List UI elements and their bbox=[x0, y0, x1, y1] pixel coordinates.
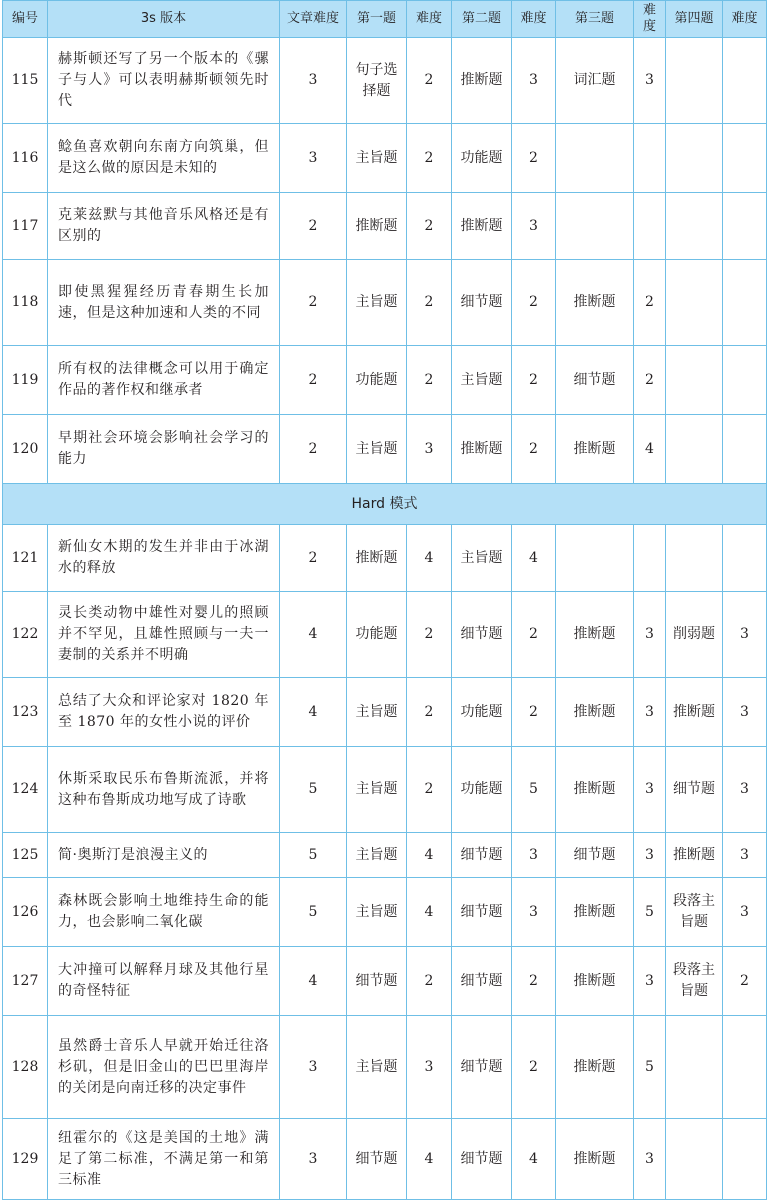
cell-q3: 推断题 bbox=[556, 878, 634, 947]
cell-d1: 3 bbox=[407, 1016, 452, 1119]
cell-q4 bbox=[666, 346, 723, 415]
cell-d2: 5 bbox=[512, 747, 556, 833]
cell-q3: 推断题 bbox=[556, 260, 634, 346]
cell-d1: 4 bbox=[407, 833, 452, 878]
cell-d1: 3 bbox=[407, 415, 452, 484]
cell-d2: 2 bbox=[512, 592, 556, 678]
cell-d3: 3 bbox=[634, 38, 666, 124]
cell-q1: 细节题 bbox=[347, 1119, 407, 1200]
cell-difficulty: 4 bbox=[280, 947, 347, 1016]
cell-d3 bbox=[634, 193, 666, 260]
cell-title: 赫斯顿还写了另一个版本的《骡子与人》可以表明赫斯顿领先时代 bbox=[48, 38, 280, 124]
cell-d2: 3 bbox=[512, 878, 556, 947]
table-row bbox=[3, 415, 767, 484]
cell-q1: 主旨题 bbox=[347, 747, 407, 833]
cell-d4 bbox=[723, 525, 767, 592]
cell-q1: 句子选择题 bbox=[347, 38, 407, 124]
cell-q3: 推断题 bbox=[556, 415, 634, 484]
cell-q1: 主旨题 bbox=[347, 878, 407, 947]
cell-q3: 推断题 bbox=[556, 1119, 634, 1200]
cell-q4 bbox=[666, 1016, 723, 1119]
cell-d3: 4 bbox=[634, 415, 666, 484]
cell-q1: 细节题 bbox=[347, 947, 407, 1016]
cell-d3: 3 bbox=[634, 747, 666, 833]
cell-q2: 细节题 bbox=[452, 1016, 512, 1119]
cell-id: 125 bbox=[3, 833, 48, 878]
cell-title: 森林既会影响土地维持生命的能力，也会影响二氧化碳 bbox=[48, 878, 280, 947]
cell-q4 bbox=[666, 525, 723, 592]
cell-d1: 4 bbox=[407, 878, 452, 947]
cell-difficulty: 2 bbox=[280, 260, 347, 346]
cell-d2: 2 bbox=[512, 947, 556, 1016]
cell-difficulty: 3 bbox=[280, 1016, 347, 1119]
table-row bbox=[3, 592, 767, 678]
cell-q2: 细节题 bbox=[452, 878, 512, 947]
cell-q2: 细节题 bbox=[452, 947, 512, 1016]
cell-d4: 3 bbox=[723, 747, 767, 833]
cell-id: 118 bbox=[3, 260, 48, 346]
cell-q1: 主旨题 bbox=[347, 678, 407, 747]
table-row bbox=[3, 833, 767, 878]
cell-d2: 2 bbox=[512, 415, 556, 484]
cell-d1: 2 bbox=[407, 193, 452, 260]
cell-q3: 细节题 bbox=[556, 346, 634, 415]
cell-d3 bbox=[634, 124, 666, 193]
cell-q4 bbox=[666, 260, 723, 346]
cell-q2: 细节题 bbox=[452, 592, 512, 678]
cell-q4: 削弱题 bbox=[666, 592, 723, 678]
cell-id: 127 bbox=[3, 947, 48, 1016]
cell-difficulty: 3 bbox=[280, 1119, 347, 1200]
cell-d2: 2 bbox=[512, 1016, 556, 1119]
cell-q1: 推断题 bbox=[347, 525, 407, 592]
cell-q1: 主旨题 bbox=[347, 1016, 407, 1119]
header-row bbox=[3, 1, 767, 38]
cell-d2: 3 bbox=[512, 38, 556, 124]
cell-q3 bbox=[556, 525, 634, 592]
cell-title: 新仙女木期的发生并非由于冰湖水的释放 bbox=[48, 525, 280, 592]
cell-d3: 2 bbox=[634, 346, 666, 415]
cell-d3: 5 bbox=[634, 878, 666, 947]
cell-q2: 推断题 bbox=[452, 193, 512, 260]
header-q3: 第三题 bbox=[556, 1, 634, 38]
cell-q1: 主旨题 bbox=[347, 833, 407, 878]
question-table bbox=[2, 0, 767, 1200]
cell-id: 129 bbox=[3, 1119, 48, 1200]
cell-title: 早期社会环境会影响社会学习的能力 bbox=[48, 415, 280, 484]
cell-q4: 推断题 bbox=[666, 833, 723, 878]
cell-title: 总结了大众和评论家对 1820 年至 1870 年的女性小说的评价 bbox=[48, 678, 280, 747]
cell-d4: 2 bbox=[723, 947, 767, 1016]
cell-d1: 4 bbox=[407, 525, 452, 592]
cell-d4 bbox=[723, 346, 767, 415]
cell-d3: 3 bbox=[634, 947, 666, 1016]
cell-d3: 3 bbox=[634, 1119, 666, 1200]
cell-d4 bbox=[723, 415, 767, 484]
cell-q1: 推断题 bbox=[347, 193, 407, 260]
cell-q4: 推断题 bbox=[666, 678, 723, 747]
cell-id: 124 bbox=[3, 747, 48, 833]
cell-d2: 3 bbox=[512, 193, 556, 260]
cell-d4 bbox=[723, 1016, 767, 1119]
table-row bbox=[3, 260, 767, 346]
cell-d2: 2 bbox=[512, 346, 556, 415]
cell-difficulty: 2 bbox=[280, 193, 347, 260]
cell-id: 121 bbox=[3, 525, 48, 592]
cell-d1: 2 bbox=[407, 747, 452, 833]
cell-q3 bbox=[556, 193, 634, 260]
table-row bbox=[3, 1016, 767, 1119]
cell-q4 bbox=[666, 124, 723, 193]
cell-d1: 2 bbox=[407, 124, 452, 193]
cell-d4: 3 bbox=[723, 678, 767, 747]
cell-q3: 词汇题 bbox=[556, 38, 634, 124]
header-q2: 第二题 bbox=[452, 1, 512, 38]
section-label: Hard 模式 bbox=[3, 484, 767, 525]
cell-difficulty: 2 bbox=[280, 415, 347, 484]
cell-id: 117 bbox=[3, 193, 48, 260]
header-q1: 第一题 bbox=[347, 1, 407, 38]
table-row bbox=[3, 1119, 767, 1200]
table-row bbox=[3, 878, 767, 947]
cell-q2: 细节题 bbox=[452, 260, 512, 346]
cell-d2: 2 bbox=[512, 260, 556, 346]
cell-d1: 2 bbox=[407, 38, 452, 124]
cell-q1: 功能题 bbox=[347, 346, 407, 415]
header-d1: 难度 bbox=[407, 1, 452, 38]
cell-difficulty: 5 bbox=[280, 878, 347, 947]
cell-d4: 3 bbox=[723, 878, 767, 947]
cell-d2: 2 bbox=[512, 124, 556, 193]
cell-q4 bbox=[666, 38, 723, 124]
cell-q4 bbox=[666, 193, 723, 260]
cell-q3 bbox=[556, 124, 634, 193]
cell-title: 休斯采取民乐布鲁斯流派，并将这种布鲁斯成功地写成了诗歌 bbox=[48, 747, 280, 833]
cell-q3: 推断题 bbox=[556, 1016, 634, 1119]
cell-d1: 2 bbox=[407, 260, 452, 346]
cell-d4: 3 bbox=[723, 592, 767, 678]
cell-d2: 2 bbox=[512, 678, 556, 747]
cell-d2: 3 bbox=[512, 833, 556, 878]
table-row bbox=[3, 38, 767, 124]
cell-d2: 4 bbox=[512, 525, 556, 592]
cell-d1: 2 bbox=[407, 947, 452, 1016]
cell-d2: 4 bbox=[512, 1119, 556, 1200]
cell-q3: 推断题 bbox=[556, 947, 634, 1016]
cell-difficulty: 4 bbox=[280, 678, 347, 747]
cell-d3: 2 bbox=[634, 260, 666, 346]
cell-d1: 2 bbox=[407, 346, 452, 415]
cell-q2: 功能题 bbox=[452, 124, 512, 193]
cell-d1: 2 bbox=[407, 678, 452, 747]
header-title: 3s 版本 bbox=[48, 1, 280, 38]
cell-title: 简·奥斯汀是浪漫主义的 bbox=[48, 833, 280, 878]
cell-q1: 功能题 bbox=[347, 592, 407, 678]
cell-q2: 细节题 bbox=[452, 1119, 512, 1200]
cell-title: 纽霍尔的《这是美国的土地》满足了第二标准，不满足第一和第三标准 bbox=[48, 1119, 280, 1200]
cell-difficulty: 3 bbox=[280, 124, 347, 193]
header-d3: 难度 bbox=[634, 1, 666, 38]
cell-q2: 主旨题 bbox=[452, 525, 512, 592]
cell-d3: 3 bbox=[634, 833, 666, 878]
cell-d4 bbox=[723, 124, 767, 193]
cell-q2: 功能题 bbox=[452, 678, 512, 747]
cell-d4 bbox=[723, 38, 767, 124]
cell-q3: 推断题 bbox=[556, 747, 634, 833]
cell-title: 即使黑猩猩经历青春期生长加速，但是这种加速和人类的不同 bbox=[48, 260, 280, 346]
cell-title: 鲶鱼喜欢朝向东南方向筑巢，但是这么做的原因是未知的 bbox=[48, 124, 280, 193]
cell-q1: 主旨题 bbox=[347, 260, 407, 346]
cell-d3: 3 bbox=[634, 592, 666, 678]
header-article-difficulty: 文章难度 bbox=[280, 1, 347, 38]
cell-q4: 段落主旨题 bbox=[666, 878, 723, 947]
cell-d3: 5 bbox=[634, 1016, 666, 1119]
cell-q4 bbox=[666, 1119, 723, 1200]
cell-d4 bbox=[723, 1119, 767, 1200]
cell-id: 116 bbox=[3, 124, 48, 193]
cell-q2: 推断题 bbox=[452, 38, 512, 124]
header-d4: 难度 bbox=[723, 1, 767, 38]
cell-q1: 主旨题 bbox=[347, 124, 407, 193]
cell-q2: 细节题 bbox=[452, 833, 512, 878]
header-d2: 难度 bbox=[512, 1, 556, 38]
cell-q4: 细节题 bbox=[666, 747, 723, 833]
table-row bbox=[3, 678, 767, 747]
cell-difficulty: 2 bbox=[280, 346, 347, 415]
cell-q2: 主旨题 bbox=[452, 346, 512, 415]
cell-id: 120 bbox=[3, 415, 48, 484]
cell-difficulty: 3 bbox=[280, 38, 347, 124]
cell-id: 126 bbox=[3, 878, 48, 947]
cell-q3: 推断题 bbox=[556, 678, 634, 747]
cell-difficulty: 2 bbox=[280, 525, 347, 592]
table-row bbox=[3, 525, 767, 592]
section-row-hard bbox=[3, 484, 767, 525]
table-row bbox=[3, 346, 767, 415]
table-row bbox=[3, 947, 767, 1016]
cell-q4 bbox=[666, 415, 723, 484]
cell-title: 灵长类动物中雄性对婴儿的照顾并不罕见，且雄性照顾与一夫一妻制的关系并不明确 bbox=[48, 592, 280, 678]
header-id: 编号 bbox=[3, 1, 48, 38]
cell-d3 bbox=[634, 525, 666, 592]
cell-d1: 4 bbox=[407, 1119, 452, 1200]
cell-id: 119 bbox=[3, 346, 48, 415]
cell-title: 虽然爵士音乐人早就开始迁往洛杉矶，但是旧金山的巴巴里海岸的关闭是向南迁移的决定事件 bbox=[48, 1016, 280, 1119]
cell-q4: 段落主旨题 bbox=[666, 947, 723, 1016]
cell-d4: 3 bbox=[723, 833, 767, 878]
header-q4: 第四题 bbox=[666, 1, 723, 38]
cell-id: 128 bbox=[3, 1016, 48, 1119]
table-row bbox=[3, 124, 767, 193]
cell-d4 bbox=[723, 193, 767, 260]
table-row bbox=[3, 747, 767, 833]
cell-difficulty: 5 bbox=[280, 833, 347, 878]
cell-id: 122 bbox=[3, 592, 48, 678]
cell-d1: 2 bbox=[407, 592, 452, 678]
cell-q2: 功能题 bbox=[452, 747, 512, 833]
cell-d4 bbox=[723, 260, 767, 346]
cell-title: 克莱兹默与其他音乐风格还是有区别的 bbox=[48, 193, 280, 260]
cell-q1: 主旨题 bbox=[347, 415, 407, 484]
cell-id: 115 bbox=[3, 38, 48, 124]
cell-id: 123 bbox=[3, 678, 48, 747]
cell-difficulty: 4 bbox=[280, 592, 347, 678]
table-row bbox=[3, 193, 767, 260]
cell-q3: 细节题 bbox=[556, 833, 634, 878]
cell-difficulty: 5 bbox=[280, 747, 347, 833]
cell-d3: 3 bbox=[634, 678, 666, 747]
cell-q2: 推断题 bbox=[452, 415, 512, 484]
cell-q3: 推断题 bbox=[556, 592, 634, 678]
cell-title: 大冲撞可以解释月球及其他行星的奇怪特征 bbox=[48, 947, 280, 1016]
cell-title: 所有权的法律概念可以用于确定作品的著作权和继承者 bbox=[48, 346, 280, 415]
